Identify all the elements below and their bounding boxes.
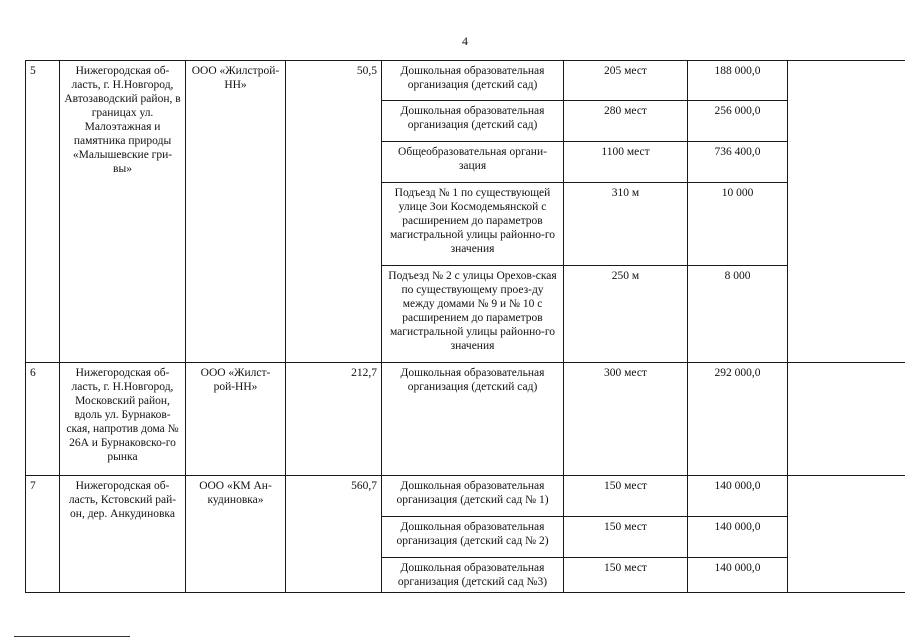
object-capacity: 310 м xyxy=(564,183,688,266)
area-cell: 560,7 xyxy=(286,476,382,593)
empty-cell xyxy=(788,61,905,363)
address-cell: Нижегородская об-ласть, г. Н.Новгород, Московский район, вдоль ул. Бурнаков-ская, напротив дома № 26А и Бурнаковско-го рынка xyxy=(60,363,186,476)
object-capacity: 150 мест xyxy=(564,558,688,593)
object-name: Дошкольная образовательная организация (детский сад № 1) xyxy=(382,476,564,517)
object-capacity: 1100 мест xyxy=(564,142,688,183)
project-table xyxy=(25,60,905,593)
object-name: Дошкольная образовательная организация (детский сад) xyxy=(382,101,564,142)
object-name: Подъезд № 2 с улицы Орехов-ская по существующему проез-ду между домами № 9 и № 10 с расширением до параметров магистральной улицы районно-го значения xyxy=(382,266,564,363)
address-cell: Нижегородская об-ласть, г. Н.Новгород, Автозаводский район, в границах ул. Малоэтажная и памятника природы «Малышевские гри-вы» xyxy=(60,61,186,363)
object-cost: 140 000,0 xyxy=(688,476,788,517)
object-cost: 188 000,0 xyxy=(688,61,788,101)
area-cell: 212,7 xyxy=(286,363,382,476)
table-row xyxy=(26,61,905,101)
row-number: 7 xyxy=(26,476,60,593)
object-cost: 140 000,0 xyxy=(688,558,788,593)
object-capacity: 250 м xyxy=(564,266,688,363)
object-capacity: 205 мест xyxy=(564,61,688,101)
row-number: 6 xyxy=(26,363,60,476)
object-name: Подъезд № 1 по существующей улице Зои Космодемьянской с расширением до параметров магистральной улицы районно-го значения xyxy=(382,183,564,266)
object-name: Общеобразовательная органи-зация xyxy=(382,142,564,183)
developer-cell: ООО «КМ Ан-кудиновка» xyxy=(186,476,286,593)
object-cost: 256 000,0 xyxy=(688,101,788,142)
page-number: 4 xyxy=(462,34,468,48)
object-cost: 140 000,0 xyxy=(688,517,788,558)
table-row xyxy=(26,476,905,517)
object-name: Дошкольная образовательная организация (детский сад) xyxy=(382,61,564,101)
object-cost: 8 000 xyxy=(688,266,788,363)
empty-cell xyxy=(788,363,905,476)
object-name: Дошкольная образовательная организация (детский сад №3) xyxy=(382,558,564,593)
table-row xyxy=(26,363,905,476)
footer-rule xyxy=(14,636,130,637)
object-cost: 10 000 xyxy=(688,183,788,266)
empty-cell xyxy=(788,476,905,593)
developer-cell: ООО «Жилстрой-НН» xyxy=(186,61,286,363)
object-capacity: 280 мест xyxy=(564,101,688,142)
row-number: 5 xyxy=(26,61,60,363)
object-capacity: 300 мест xyxy=(564,363,688,476)
developer-cell: ООО «Жилст-рой-НН» xyxy=(186,363,286,476)
address-cell: Нижегородская об-ласть, Кстовский рай-он, дер. Анкудиновка xyxy=(60,476,186,593)
object-cost: 736 400,0 xyxy=(688,142,788,183)
object-name: Дошкольная образовательная организация (детский сад) xyxy=(382,363,564,476)
object-cost: 292 000,0 xyxy=(688,363,788,476)
object-capacity: 150 мест xyxy=(564,476,688,517)
object-capacity: 150 мест xyxy=(564,517,688,558)
area-cell: 50,5 xyxy=(286,61,382,363)
object-name: Дошкольная образовательная организация (детский сад № 2) xyxy=(382,517,564,558)
